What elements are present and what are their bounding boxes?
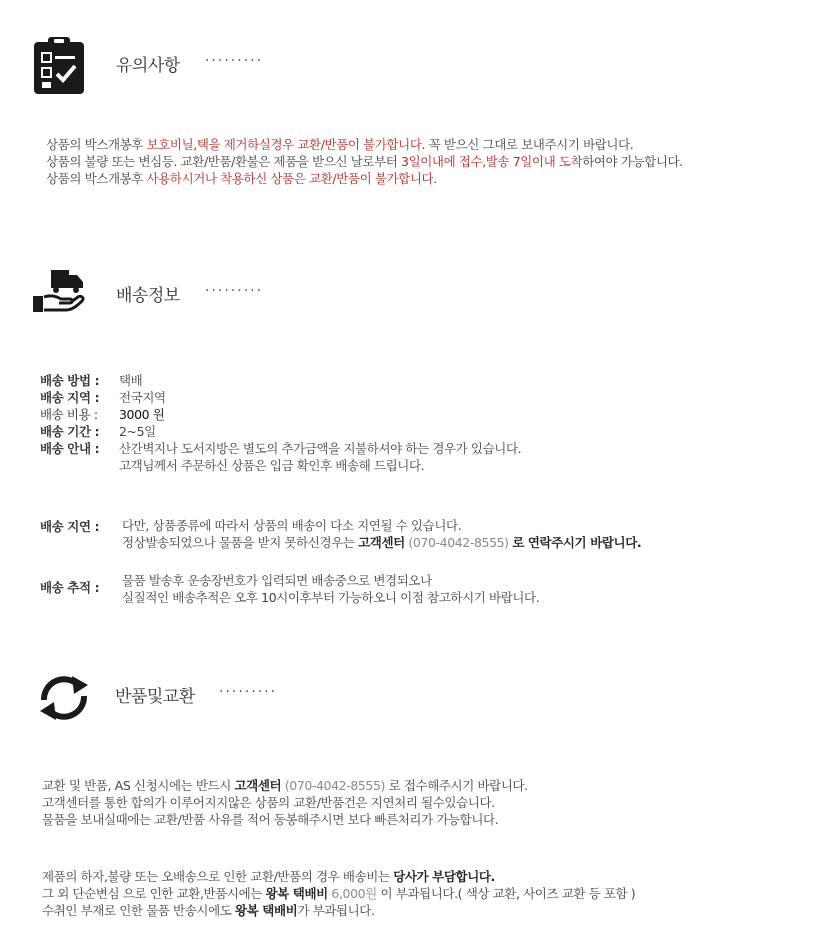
shipping-label: 배송 비용 : <box>40 407 98 422</box>
shipping-value: 전국지역 <box>119 390 166 405</box>
shipping-value: 택배 <box>119 373 143 388</box>
bold-text: 고객센터 <box>358 535 405 550</box>
shipping-label: 배송 기간 : <box>40 424 100 439</box>
delay-line <box>122 534 641 551</box>
delay-label: 배송 지연 : <box>40 519 100 534</box>
notice-title-dots: ········· <box>205 53 264 69</box>
shipping-row-cost <box>40 405 521 422</box>
text-segment: 물품을 보내실때에는 교환/반품 사유를 적어 동봉해주시면 보다 빠른처리가 가능합니다. <box>42 812 499 827</box>
shipping-title: 배송정보 <box>116 286 180 306</box>
bold-text: 당사가 부담합니다. <box>393 869 495 884</box>
text-segment: 이 부과됩니다.( 색상 교환, 사이즈 교환 등 포함 ) <box>376 886 636 901</box>
shipping-title-dots: ········· <box>205 283 264 299</box>
notice-line <box>46 153 683 170</box>
notice-lines <box>46 136 683 187</box>
shipping-guide-line2: 고객님께서 주문하신 상품은 입금 확인후 배송해 드립니다. <box>119 458 425 473</box>
text-segment: 상품의 박스개봉후 <box>46 137 147 152</box>
clipboard-icon <box>33 36 85 94</box>
text-segment: 가 부과됩니다. <box>297 903 375 918</box>
shipping-label: 배송 안내 : <box>40 441 100 456</box>
delay-line: 다만, 상품종류에 따라서 상품의 배송이 다소 지연될 수 있습니다. <box>122 518 462 533</box>
text-segment: 제품의 하자,불량 또는 오배송으로 인한 교환/반품의 경우 배송비는 <box>42 869 394 884</box>
phone-text: 6,000원 <box>327 886 377 901</box>
tracking-label: 배송 추적 : <box>40 580 100 595</box>
highlight-text: 보호비닐,택을 제거하실경우 교환/반품이 불가합니다 <box>146 137 422 152</box>
tracking-line: 실질적인 배송추적은 오후 10시이후부터 가능하오니 이점 참고하시기 바랍니다. <box>122 590 540 605</box>
shipping-value: 3000 원 <box>119 407 165 422</box>
text-segment: 정상발송되었으나 물품을 받지 못하신경우는 <box>122 535 359 550</box>
shipping-row-guide <box>40 439 521 456</box>
returns-title: 반품및교환 <box>115 687 195 707</box>
bold-text: 왕복 택배비 <box>265 886 328 901</box>
delivery-truck-hand-icon <box>31 266 91 316</box>
shipping-info-table <box>40 371 521 473</box>
phone-text: (070-4042-8555) <box>281 778 389 793</box>
highlight-text: 3일이내에 접수,발송 7일이내 도착 <box>401 154 583 169</box>
returns-line <box>42 868 635 885</box>
text-segment: 고객센터를 통한 합의가 이루어지지않은 상품의 교환/반품건은 지연처리 될수있습니다. <box>42 795 495 810</box>
text-segment: 상품의 불량 또는 변심등. 교환/반품/환불은 제품을 받으신 날로부터 <box>46 154 402 169</box>
returns-line <box>42 777 528 794</box>
phone-text: (070-4042-8555) <box>404 535 513 550</box>
text-segment: 로 접수해주시기 바랍니다. <box>388 778 528 793</box>
text-segment: 상품의 박스개봉후 <box>46 171 147 186</box>
shipping-label: 배송 방법 : <box>40 373 100 388</box>
delay-text <box>122 517 641 551</box>
shipping-row-period <box>40 422 521 439</box>
notice-line <box>46 136 683 153</box>
shipping-label: 배송 지역 : <box>40 390 100 405</box>
bold-text: 왕복 택배비 <box>235 903 298 918</box>
notice-line <box>46 170 683 187</box>
bold-text: 로 연락주시기 바랍니다. <box>512 535 642 550</box>
returns-title-dots: ········· <box>219 684 278 700</box>
exchange-arrows-icon <box>34 672 94 724</box>
shipping-row-method <box>40 371 521 388</box>
returns-paragraph-2 <box>42 868 635 919</box>
notice-title: 유의사항 <box>116 56 180 76</box>
tracking-line: 물품 발송후 운송장번호가 입력되면 배송중으로 변경되오나 <box>122 573 432 588</box>
returns-line <box>42 902 635 919</box>
shipping-row-region <box>40 388 521 405</box>
shipping-value: 2~5일 <box>119 424 156 439</box>
highlight-text: 사용하시거나 착용하신 상품은 교환/반품이 불가합니다. <box>146 171 437 186</box>
text-segment: 수취인 부재로 인한 물품 반송시에도 <box>42 903 235 918</box>
text-segment: 교환 및 반품, AS 신청시에는 반드시 <box>42 778 235 793</box>
bold-text: 고객센터 <box>234 778 282 793</box>
text-segment: . 꼭 받으신 그대로 보내주시기 바랍니다. <box>421 137 634 152</box>
returns-paragraph-1 <box>42 777 528 828</box>
shipping-value: 산간벽지나 도서지방은 별도의 추가금액을 지불하셔야 하는 경우가 있습니다. <box>119 441 522 456</box>
text-segment: 그 외 단순변심 으로 인한 교환,반품시에는 <box>42 886 266 901</box>
returns-line <box>42 811 528 828</box>
text-segment: 하여야 가능합니다. <box>582 154 683 169</box>
returns-line <box>42 794 528 811</box>
tracking-text <box>122 572 539 606</box>
shipping-row-guide-cont <box>40 456 521 473</box>
returns-line <box>42 885 635 902</box>
